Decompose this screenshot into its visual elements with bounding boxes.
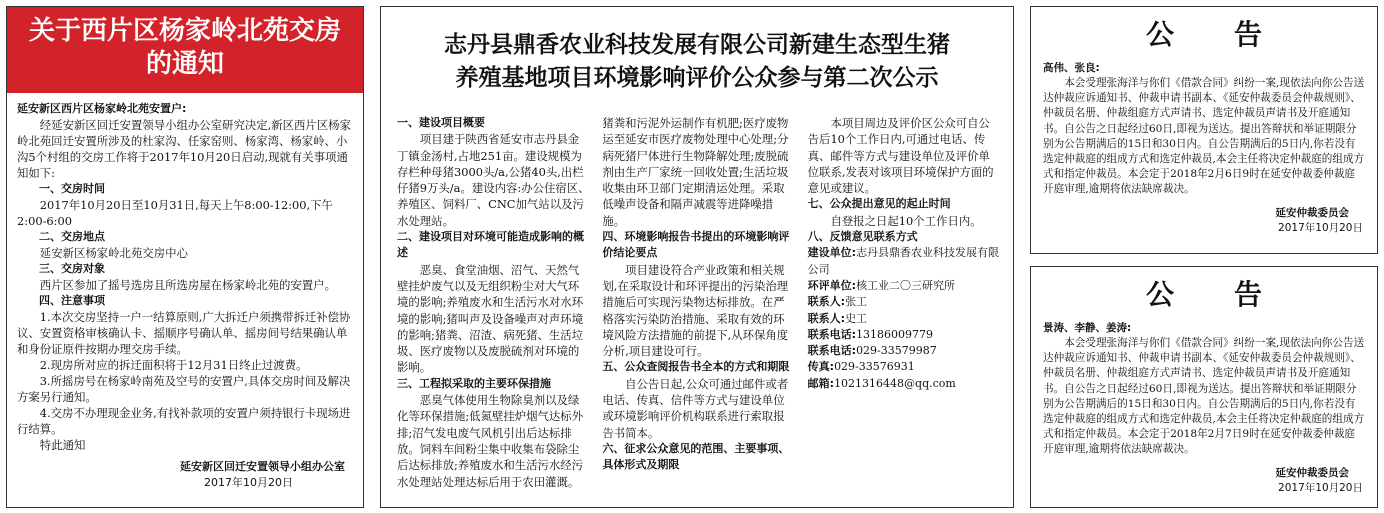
contact-value: 史工 xyxy=(845,311,868,325)
section-heading: 四、注意事项 xyxy=(39,294,105,307)
eia-notice-title xyxy=(381,7,1013,111)
title-line: 志丹县鼎香农业科技发展有限公司新建生态型生猪 xyxy=(444,32,950,58)
intro-paragraph: 经延安新区回迁安置领导小组办公室研究决定,新区西片区杨家岭北苑回迁安置所涉及的杜家沟、任家窑则、杨家湾、杨家岭、小沟5个村组的交房工作将于2017年10月20日启动,现就有关事项通知如下: xyxy=(17,118,351,180)
addressee: 延安新区西片区杨家岭北苑安置户: xyxy=(17,102,187,115)
section-heading: 二、交房地点 xyxy=(39,230,105,243)
section-heading: 一、建设项目概要 xyxy=(397,116,485,129)
contact-separator: : xyxy=(829,360,835,374)
section-heading: 六、征求公众意见的范围、主要事项、具体形式及期限 xyxy=(602,441,790,472)
handover-notice xyxy=(6,6,364,508)
contact-separator: : xyxy=(851,344,857,358)
section-heading: 八、反馈意见联系方式 xyxy=(807,230,918,244)
contact-value: 13186009779 xyxy=(856,327,934,341)
notice-title: 公告 xyxy=(1145,278,1322,311)
section-heading: 五、公众查阅报告书全本的方式和期限 xyxy=(602,360,790,374)
eia-notice-body xyxy=(397,115,1001,505)
notice-addressees: 高伟、张良: xyxy=(1043,62,1100,74)
handover-notice-title: 关于西片区杨家岭北苑交房的通知 xyxy=(7,7,363,93)
handover-notice-body xyxy=(7,93,363,491)
contact-row xyxy=(808,359,1001,375)
contact-value: 029-33579987 xyxy=(856,344,937,358)
section-paragraph: 项目建于陕西省延安市志丹县金丁镇金汤村,占地251亩。建设规模为存栏种母猪3000头/a,公猪40头,出栏仔猪9万头/a。建设内容:办公住宿区、养殖区、饲料厂、CNC加气站以及污水处理站。 xyxy=(397,132,590,228)
contact-separator: : xyxy=(829,376,835,390)
contact-row xyxy=(808,278,1001,294)
eia-notice xyxy=(380,6,1014,508)
notice-body: 本会受理张海洋与你们《借款合同》纠纷一案,现依法向你公告送达仲裁应诉通知书、仲裁申请书副本、《延安仲裁委员会仲裁规则》、仲裁员名册、仲裁组庭方式声请书、选定仲裁员声请书及开庭通知书。自公告之日起经过60日,即视为送达。提出答辩状和举证期限分别为公告期满后的15日和30日内。自公告期满后的5日内,你若没有选定仲裁庭的组成方式和选定仲裁员,本会主任将决定仲裁庭的组成方式和指定仲裁员。本会定于2018年2月6日9时在延安仲裁委仲裁庭开庭审理,逾期将依法缺席裁决。 xyxy=(1043,77,1365,196)
notice-date: 2017年10月20日 xyxy=(1278,221,1363,234)
section-paragraph: 恶臭、食堂油烟、沼气、天然气壁挂炉废气以及无组织粉尘对大气环境的影响;养殖废水和生活污水对水环境的影响;猪叫声及设备噪声对声环境的影响;猪粪、沼渣、病死猪、生活垃圾、医疗废物以及废脱硫剂对环境的影响。 xyxy=(397,262,584,375)
contact-label: 传真 xyxy=(807,360,830,374)
arbitration-notice xyxy=(1030,6,1378,254)
section-paragraph: 恶臭气体使用生物除臭剂以及绿化等环保措施;低氮壁挂炉烟气达标外排;沼气发电废气风机引出后达标排放。饲料车间粉尘集中收集布袋除尘后达标排放;养殖废水和生活污水经污水处理站处理达标后用于农田灌溉。猪粪和污泥外运制作有机肥;医疗废物运至延安市医疗废物处理中心处理;分病死猪尸体进行生物降解处理;废脱硫剂由生产厂家统一回收处置;生活垃圾收集由环卫部门定期清运处理。采取低噪声设备和隔声减震等进降噪措施。 xyxy=(397,116,789,489)
section-line: 3.所摇房号在杨家岭南苑及空号的安置户,具体交房时间及解决方案另行通知。 xyxy=(17,374,351,404)
notice-signature: 延安仲裁委员会 xyxy=(1275,206,1349,219)
section-line: 4.交房不办理现金业务,有找补款项的安置户须持银行卡现场进行结算。 xyxy=(17,406,351,436)
contact-row xyxy=(808,327,1001,343)
contact-label: 邮箱 xyxy=(807,376,830,390)
contact-row xyxy=(808,245,1001,278)
section-heading: 三、交房对象 xyxy=(39,262,105,275)
section-heading: 二、建设项目对环境可能造成影响的概述 xyxy=(397,230,584,260)
notice-body: 本会受理张海洋与你们《借款合同》纠纷一案,现依法向你公告送达仲裁应诉通知书、仲裁申请书副本、《延安仲裁委员会仲裁规则》、仲裁员名册、仲裁组庭方式声请书、选定仲裁员声请书及开庭通知书。自公告之日起经过60日,即视为送达。提出答辩状和举证期限分别为公告期满后的15日和30日内。自公告期满后的5日内,你若没有选定仲裁庭的组成方式和选定仲裁员,本会主任将决定仲裁庭的组成方式和指定仲裁员。本会定于2018年2月7日9时在延安仲裁委仲裁庭开庭审理,逾期将依法缺席裁决。 xyxy=(1043,337,1365,456)
section-line: 1.本次交房坚持一户一结算原则,广大拆迁户须携带拆迁补偿协议、安置资格审核确认卡、摇顺序号确认单、摇房间号结果确认单和身份证原件按期办理交房手续。 xyxy=(17,310,351,356)
contact-separator: : xyxy=(851,246,857,260)
section-line: 西片区参加了摇号选房且所选房屋在杨家岭北苑的安置户。 xyxy=(39,278,336,292)
contact-label: 联系电话 xyxy=(807,327,852,341)
signature: 延安新区回迁安置领导小组办公室 xyxy=(180,460,345,473)
contact-value: 1021316448@qq.com xyxy=(834,376,956,390)
contact-separator: : xyxy=(840,311,846,325)
contact-value: 029-33576931 xyxy=(834,360,915,374)
contact-label: 联系电话 xyxy=(807,344,852,358)
date: 2017年10月20日 xyxy=(204,476,293,489)
contact-value: 志丹县鼎香农业科技发展有限公司 xyxy=(807,246,1000,276)
contact-label: 联系人 xyxy=(807,311,841,325)
section-paragraph: 自登报之日起10个工作日内。 xyxy=(830,213,982,228)
notice-date: 2017年10月20日 xyxy=(1278,481,1363,494)
section-line: 2.现房所对应的拆迁面积将于12月31日终止过渡费。 xyxy=(39,358,308,372)
section-paragraph: 项目建设符合产业政策和相关规划,在采取设计和环评提出的污染治理措施后可实现污染物达标排放。在严格落实污染防治措施、采取有效的环境风险方法措施的前提下,从环保角度分析,项目建设可行。 xyxy=(602,262,789,359)
title-line: 养殖基地项目环境影响评价公众参与第二次公示 xyxy=(455,65,939,91)
section-heading: 三、工程拟采取的主要环保措施 xyxy=(397,376,551,390)
closing-text: 特此通知 xyxy=(39,438,86,452)
contact-separator: : xyxy=(840,295,846,309)
section-heading: 四、环境影响报告书提出的环境影响评价结论要点 xyxy=(602,230,790,260)
section-line: 2017年10月20日至10月31日,每天上午8:00-12:00,下午2:00-6:00 xyxy=(17,198,333,228)
section-paragraph: 本项目周边及评价区公众可自公告后10个工作日内,可通过电话、传真、邮件等方式与建设单位及评价单位联系,发表对该项目环境保护方面的意见或建议。 xyxy=(807,116,994,196)
notice-title: 公告 xyxy=(1145,18,1322,51)
section-heading: 一、交房时间 xyxy=(39,182,105,195)
contact-row xyxy=(808,311,1001,327)
section-heading: 七、公众提出意见的起止时间 xyxy=(807,197,951,211)
contact-row xyxy=(808,343,1001,359)
arbitration-notice xyxy=(1030,266,1378,508)
contact-label: 建设单位 xyxy=(807,246,852,260)
contact-row xyxy=(808,294,1001,310)
contact-separator: : xyxy=(851,327,857,341)
contact-value: 核工业二〇三研究所 xyxy=(856,278,956,292)
contact-separator: : xyxy=(851,278,857,292)
section-line: 延安新区杨家岭北苑交房中心 xyxy=(39,246,188,260)
contact-label: 联系人 xyxy=(807,295,841,309)
notice-addressees: 景涛、李静、姜涛: xyxy=(1043,322,1132,334)
notice-signature: 延安仲裁委员会 xyxy=(1275,466,1349,479)
contact-value: 张工 xyxy=(845,295,868,309)
contact-row xyxy=(808,376,1001,392)
section-paragraph: 自公告日起,公众可通过邮件或者电话、传真、信件等方式与建设单位或环境影响评价机构联系进行索取报告书简本。 xyxy=(602,376,789,440)
contact-label: 环评单位 xyxy=(807,278,852,292)
